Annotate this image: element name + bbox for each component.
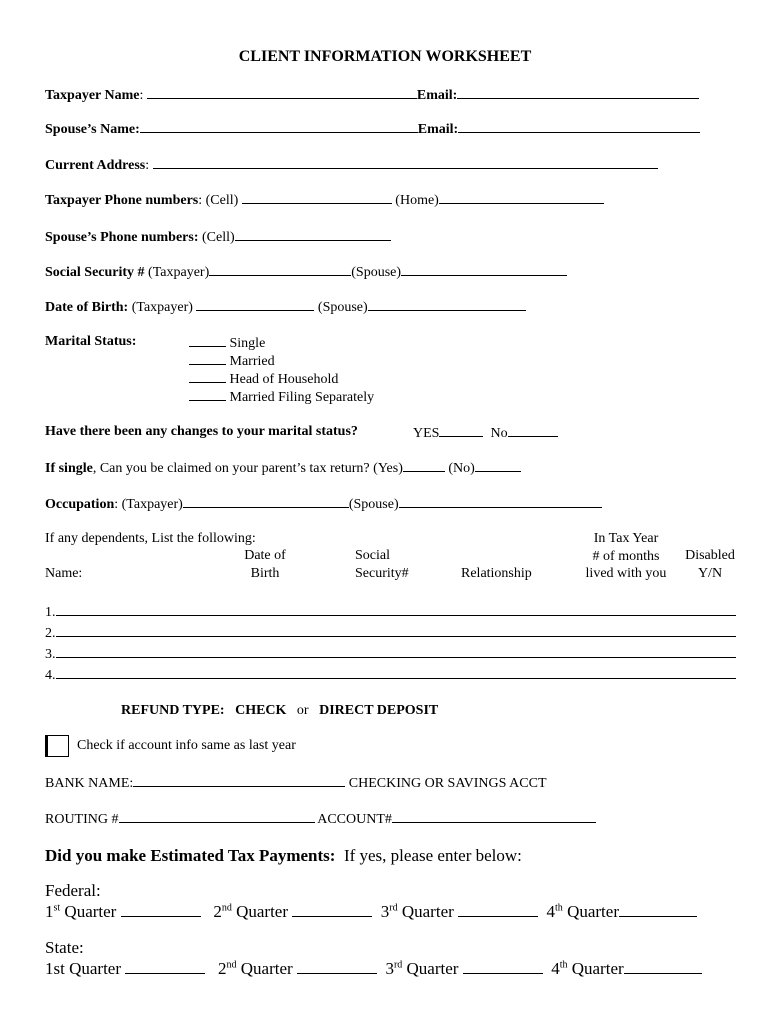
same-as-last-year-row — [45, 734, 296, 758]
federal-q3-field[interactable] — [458, 904, 538, 917]
marital-change-yes-field[interactable] — [439, 424, 483, 437]
spouse-email-field[interactable] — [458, 120, 700, 133]
spouse-cell-field[interactable] — [235, 228, 391, 241]
marital-change-answers: YES No — [413, 424, 558, 442]
state-label: State: — [45, 938, 84, 957]
federal-q1-field[interactable] — [121, 904, 201, 917]
marital-change-no-field[interactable] — [508, 424, 558, 437]
marital-status-label: Marital Status: — [45, 334, 137, 349]
dependents-col-disabled: Disabled Y/N — [685, 548, 735, 581]
spouse-name-label: Spouse’s Name: — [45, 122, 140, 137]
page-title: CLIENT INFORMATION WORKSHEET — [238, 48, 532, 65]
marital-option-hoh[interactable]: Head of Household — [189, 370, 338, 388]
dependents-col-name: Name: — [45, 566, 83, 581]
dob-spouse-field[interactable] — [368, 298, 526, 311]
routing-row: ROUTING # ACCOUNT# — [45, 810, 596, 828]
spouse-cell-label: (Cell) — [202, 230, 235, 245]
account-field[interactable] — [392, 810, 596, 823]
if-single-row: If single, Can you be claimed on your parent’s tax return? (Yes) (No) — [45, 459, 521, 477]
bank-row: BANK NAME: CHECKING OR SAVINGS ACCT — [45, 776, 547, 791]
state-q4-field[interactable] — [624, 961, 702, 974]
marital-change-question: Have there been any changes to your marital status? — [45, 424, 358, 439]
occupation-spouse-field[interactable] — [399, 495, 602, 508]
dependent-row[interactable]: 4. — [45, 666, 736, 684]
occupation-row: Occupation: (Taxpayer) (Spouse) — [45, 495, 602, 513]
refund-direct-deposit-option[interactable]: DIRECT DEPOSIT — [319, 703, 439, 718]
federal-quarters-row: 1st Quarter 2nd Quarter 3rd Quarter 4th Quarter — [45, 902, 697, 922]
spouse-phone-label: Spouse’s Phone numbers: — [45, 230, 199, 245]
dependents-col-dob: Date of Birth — [244, 548, 286, 581]
state-q1-field[interactable] — [125, 961, 205, 974]
taxpayer-email-label: Email: — [416, 88, 458, 103]
dob-taxpayer-field[interactable] — [196, 298, 314, 311]
dependent-row[interactable]: 2. — [45, 624, 736, 642]
address-row: Current Address: — [45, 156, 658, 174]
marital-option-married[interactable]: Married — [189, 352, 275, 370]
same-as-last-year-label: Check if account info same as last year — [77, 738, 296, 753]
dependent-row[interactable]: 1. — [45, 603, 736, 621]
dob-label: Date of Birth: — [45, 300, 129, 315]
address-field[interactable] — [153, 156, 658, 169]
dependents-col-months: In Tax Year # of months lived with you — [585, 531, 667, 581]
dependents-col-relationship: Relationship — [461, 566, 532, 581]
ssn-spouse-field[interactable] — [401, 263, 567, 276]
claimed-yes-field[interactable] — [403, 459, 445, 472]
dependents-col-ssn: Social Security# — [355, 548, 409, 581]
bank-name-field[interactable] — [133, 774, 345, 787]
routing-field[interactable] — [119, 810, 315, 823]
claimed-no-field[interactable] — [475, 459, 521, 472]
ssn-taxpayer-field[interactable] — [209, 263, 351, 276]
same-as-last-year-checkbox[interactable] — [45, 735, 69, 757]
marital-change-row — [45, 424, 358, 440]
address-label: Current Address — [45, 158, 146, 173]
federal-label: Federal: — [45, 881, 101, 900]
refund-check-option[interactable]: CHECK — [235, 703, 287, 718]
estimated-row — [45, 846, 522, 866]
taxpayer-name-field[interactable] — [147, 86, 417, 99]
ssn-taxpayer-label: (Taxpayer) — [148, 265, 210, 280]
dob-row — [45, 298, 526, 316]
estimated-instruction: If yes, please enter below: — [343, 846, 522, 865]
taxpayer-phone-row: Taxpayer Phone numbers: (Cell) (Home) — [45, 191, 604, 209]
refund-type-row: REFUND TYPE: CHECK or DIRECT DEPOSIT — [121, 703, 439, 718]
spouse-name-field[interactable] — [140, 120, 418, 133]
taxpayer-home-field[interactable] — [439, 191, 604, 204]
taxpayer-home-label: (Home) — [395, 193, 439, 208]
taxpayer-cell-label: (Cell) — [205, 193, 239, 208]
estimated-question: Did you make Estimated Tax Payments: — [45, 846, 336, 865]
state-quarters-row: 1st Quarter 2nd Quarter 3rd Quarter 4th Quarter — [45, 959, 702, 979]
occupation-taxpayer-field[interactable] — [183, 495, 349, 508]
federal-q2-field[interactable] — [292, 904, 372, 917]
marital-option-single[interactable]: Single — [189, 334, 265, 352]
taxpayer-email-field[interactable] — [457, 86, 699, 99]
taxpayer-name-row: Taxpayer Name: Email: — [45, 86, 699, 104]
spouse-name-row — [45, 120, 700, 138]
dependents-intro: If any dependents, List the following: — [45, 531, 256, 546]
taxpayer-phone-label: Taxpayer Phone numbers — [45, 193, 199, 208]
state-q3-field[interactable] — [463, 961, 543, 974]
spouse-phone-row — [45, 228, 391, 246]
taxpayer-name-label: Taxpayer Name — [45, 88, 140, 103]
marital-option-mfs[interactable]: Married Filing Separately — [189, 388, 374, 406]
federal-q4-field[interactable] — [619, 904, 697, 917]
refund-type-label: REFUND TYPE: — [121, 703, 225, 718]
spouse-email-label: Email: — [417, 122, 459, 137]
dob-taxpayer-label: (Taxpayer) — [131, 300, 193, 315]
occupation-label: Occupation — [45, 497, 115, 512]
dependent-row[interactable]: 3. — [45, 645, 736, 663]
state-q2-field[interactable] — [297, 961, 377, 974]
ssn-row — [45, 263, 567, 281]
dob-spouse-label: (Spouse) — [317, 300, 368, 315]
taxpayer-cell-field[interactable] — [242, 191, 392, 204]
ssn-label: Social Security # — [45, 265, 145, 280]
ssn-spouse-label: (Spouse) — [351, 265, 402, 280]
